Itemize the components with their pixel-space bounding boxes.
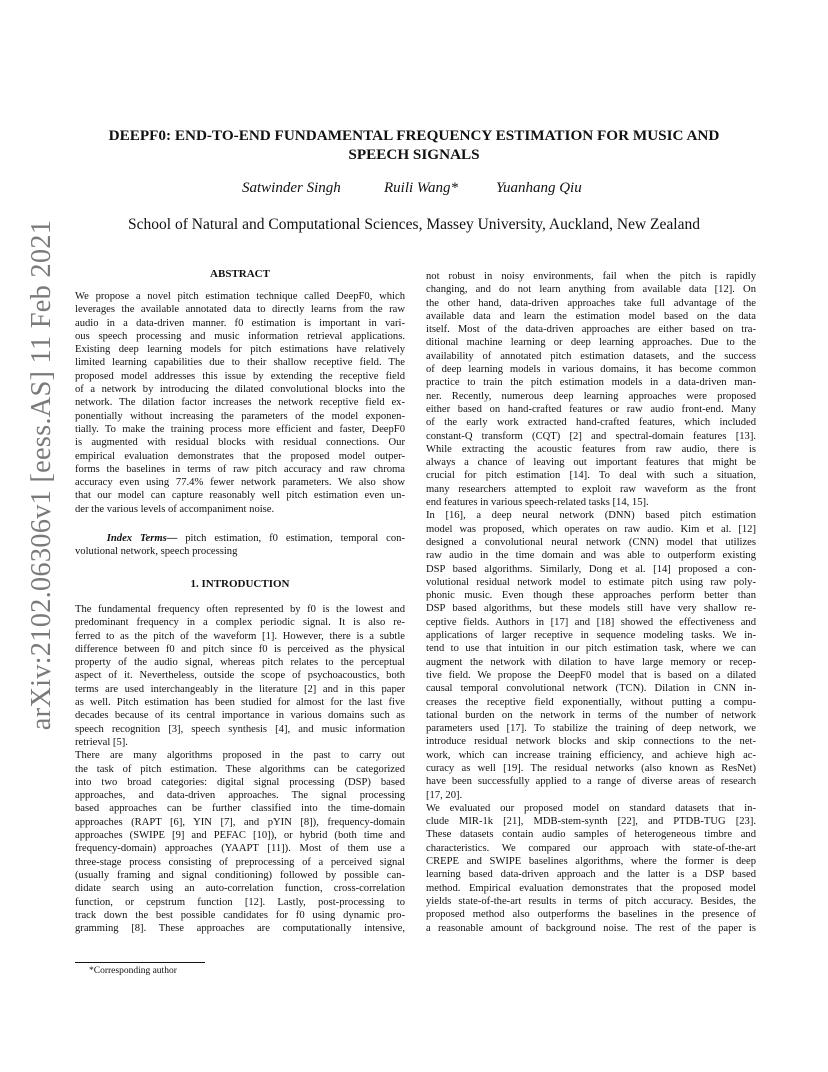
body-line: clude MIR-1k [21], MDB-stem-synth [22], and PTDB-TUG [23]. [426, 816, 756, 828]
body-line: itself. Most of the data-driven approaches are either based on tra- [426, 324, 756, 336]
body-line: tive field. We propose the DeepF0 model that is based on a dilated [426, 669, 756, 681]
intro-line: property of the audio signal, whereas pitch relates to the perceptual [75, 657, 405, 669]
index-terms-line: volutional network, speech processing [75, 546, 238, 558]
body-line: curacy as well [19]. The residual networks (also known as ResNet) [426, 762, 756, 774]
intro-line: didate search using an auto-correlation function, cross-correlation [75, 883, 405, 895]
right-column-body [426, 270, 756, 935]
body-line: causal temporal convolutional network (TCN). Dilation in CNN in- [426, 683, 756, 695]
body-line: end features in various speech-related tasks [14, 15]. [426, 497, 649, 509]
abstract-line: leverages the available annotated data to directly learns from the raw [75, 304, 405, 316]
body-line: constant-Q transform (CQT) [2] and spectral-domain features [13]. [426, 430, 756, 442]
body-line: tend to use that intuition in our pitch estimation task, where we can [426, 643, 756, 655]
index-terms-label: Index Terms— [106, 533, 178, 544]
body-line: volutional residual network model to estimate pitch using raw poly- [426, 576, 756, 588]
body-line: ceptive fields. Authors in [17] and [18] showed the effectiveness and [426, 616, 756, 628]
body-line: changing, and do not learn anything from available data [12]. On [426, 284, 756, 296]
abstract-line: accuracy even using 77.4% fewer network parameters. We also show [75, 477, 405, 489]
body-line: parameters used [17]. To stabilize the training of deep network, we [426, 723, 756, 735]
intro-line: decades because of its central importance in various domains such as [75, 710, 405, 722]
abstract-line: forms the baselines in terms of raw pitch accuracy and raw chroma [75, 463, 405, 475]
body-line: ditional machine learning or deep learning approaches. Due to the [426, 337, 756, 349]
intro-line: predominant frequency in a complex periodic signal. It is also re- [75, 617, 405, 629]
body-line: ner. Recently, numerous deep learning approaches were proposed [426, 390, 756, 402]
abstract-line: proposed model addresses this issue by extending the receptive field [75, 370, 405, 382]
intro-line: the task of pitch estimation. These algorithms can be categorized [75, 763, 405, 775]
paper-title [70, 126, 758, 164]
paper-title-line-1: DEEPF0: END-TO-END FUNDAMENTAL FREQUENCY ESTIMATION FOR MUSIC AND [108, 127, 720, 144]
intro-line: into two broad categories: digital signal processing (DSP) based [75, 776, 405, 788]
abstract-line: ponentially without increasing the parameters of the model exponen- [75, 410, 405, 422]
abstract-line: limited learning capabilities due to their shallow receptive field. The [75, 357, 405, 369]
intro-line: approaches (SWIPE [9] and PEFAC [10]), or hybrid (both time and [75, 830, 405, 842]
abstract-line: of a network by introducing the dilated convolutional blocks into the [75, 384, 405, 396]
intro-line: The fundamental frequency often represented by f0 is the lowest and [75, 604, 405, 615]
body-line: not robust in noisy environments, fail when the pitch is rapidly [426, 271, 756, 282]
body-line: applications of larger receptive in sequence modeling tasks. We in- [426, 630, 756, 642]
body-line: availability of annotated pitch estimation datasets, and the success [426, 350, 756, 362]
intro-line: function, or cepstrum function [12]. Lastly, post-processing to [75, 896, 405, 908]
body-line: CREPE and SWIPE baselines algorithms, where the former is deep [426, 856, 756, 868]
body-line: many researchers attempted to exploit raw waveform as the front [426, 483, 756, 495]
intro-line: retrieval [5]. [75, 736, 128, 748]
intro-line: aspect of it. Nevertheless, outside the scope of psychoacoustics, both [75, 670, 405, 682]
intro-line: approaches, and data-driven approaches. The signal processing [75, 790, 405, 802]
body-line: work, which can increase training efficiency, and achieve high ac- [426, 749, 756, 761]
intro-line: speech recognition [3], speech synthesis [4], and music information [75, 723, 405, 735]
footnote: *Corresponding author [89, 966, 177, 976]
intro-line: based approaches can be further classified into the time-domain [75, 803, 405, 815]
abstract-line: network. The dilation factor increases the network receptive field ex- [75, 397, 405, 409]
intro-line: terms are used interchangeably in the literature [2] and in this paper [75, 683, 405, 695]
arxiv-identifier: arXiv:2102.06306v1 [eess.AS] 11 Feb 2021 [26, 219, 57, 731]
body-line: tational burden on the network in terms of the number of network [426, 709, 756, 721]
body-line: available data and learn the estimation model based on the data [426, 310, 756, 322]
body-line: the other hand, data-driven approaches take full advantage of the [426, 297, 756, 309]
abstract-line: audio in a data-driven manner. f0 estimation is important in vari- [75, 317, 405, 329]
affiliation: School of Natural and Computational Sciences, Massey University, Auckland, New Zealand [128, 216, 700, 233]
body-line: creases the receptive field exponentially, without putting a compu- [426, 696, 756, 708]
body-line: raw audio in the time domain and was able to outperform existing [426, 550, 756, 562]
index-terms [75, 532, 405, 559]
body-line: practice to train the pitch estimation models in a data-driven man- [426, 377, 756, 389]
index-terms-line [75, 532, 405, 545]
author-name: Satwinder Singh [242, 180, 341, 196]
body-line: While extracting the acoustic features from raw audio, there is [426, 443, 756, 455]
body-line: always a chance of leaving out important features that might be [426, 457, 756, 469]
intro-line: as well. Pitch estimation has been studied for almost for the last five [75, 697, 405, 709]
body-line: These datasets contain audio samples of heterogeneous timbre and [426, 829, 756, 841]
abstract-line: tially. To make the training process more efficient and faster, DeepF0 [75, 423, 405, 435]
abstract-line: We propose a novel pitch estimation technique called DeepF0, which [75, 291, 405, 302]
abstract-line: ous speech processing and music information retrieval applications. [75, 330, 405, 342]
footnote-rule [75, 962, 205, 963]
body-line: In [16], a deep neural network (DNN) based pitch estimation [426, 510, 756, 522]
abstract-heading: ABSTRACT [210, 268, 270, 280]
body-line: method. Empirical evaluation demonstrates that the proposed model [426, 882, 756, 894]
abstract-line: empirical evaluation demonstrates that the proposed model outper- [75, 450, 405, 462]
intro-line: three-stage process consisting of preprocessing of a perceived signal [75, 856, 405, 868]
abstract-line: that our model can capture reasonably well pitch estimation even un- [75, 490, 405, 502]
abstract-line: is augmented with residual blocks with residual connections. Our [75, 437, 405, 449]
author-name: Ruili Wang* [384, 180, 459, 196]
body-line: introduce residual network blocks and skip connections to the net- [426, 736, 756, 748]
intro-line: difference between f0 and pitch since f0 is perceived as the physical [75, 643, 405, 655]
body-line: model was proposed, which operates on raw audio. Kim et al. [12] [426, 523, 756, 535]
body-line: of the early work extracted hand-crafted features, which included [426, 417, 756, 429]
intro-line: approaches (RAPT [6], YIN [7], and pYIN [8]), frequency-domain [75, 816, 405, 828]
introduction-body [75, 603, 405, 935]
body-line: of deep learning models in various domains, it has become common [426, 364, 756, 376]
index-terms-text: pitch estimation, f0 estimation, temporal con- [177, 533, 405, 544]
body-line: [17, 20]. [426, 789, 463, 801]
body-line: designed a convolutional neural network (CNN) model that utilizes [426, 536, 756, 548]
body-line: characteristics. We compared our approach with state-of-the-art [426, 842, 756, 854]
abstract-line: der the various levels of accompaniment noise. [75, 503, 275, 515]
body-line: a reasonable amount of background noise. The rest of the paper is [426, 922, 756, 934]
intro-line: There are many algorithms proposed in the past to carry out [75, 750, 405, 762]
intro-line: gramming [8]. These approaches are computationally intensive, [75, 923, 405, 935]
intro-line: (usually framing and signal conditioning) followed by possible can- [75, 869, 405, 881]
paper-title-line-2: SPEECH SIGNALS [348, 146, 480, 163]
body-line: yields state-of-the-art results in terms of pitch accuracy. Besides, the [426, 895, 756, 907]
introduction-heading: 1. INTRODUCTION [190, 578, 290, 590]
intro-line: track down the best possible candidates for f0 using dynamic pro- [75, 909, 405, 921]
body-line: either based on hand-crafted features or raw audio front-end. Many [426, 403, 756, 415]
body-line: DSP based algorithms, but these models still have very shallow re- [426, 603, 756, 615]
body-line: have been successfully applied to a range of diverse areas of research [426, 776, 756, 788]
body-line: DSP based algorithms. Similarly, Dong et al. [14] proposed a con- [426, 563, 756, 575]
body-line: We evaluated our proposed model on standard datasets that in- [426, 802, 756, 814]
author-list [0, 180, 828, 200]
body-line: augment the network with dilation to have large memory or recep- [426, 656, 756, 668]
abstract-body [75, 290, 405, 516]
body-line: learning based data-driven approach and the latter is a DSP based [426, 869, 756, 881]
abstract-line: Existing deep learning models for pitch estimations have relatively [75, 344, 405, 356]
intro-line: ferred to as the pitch of the waveform [1]. However, there is a subtle [75, 630, 405, 642]
intro-line: frequency-domain) approaches (YAAPT [11]). Most of them use a [75, 843, 405, 855]
body-line: crucial for pitch estimation [14]. To deal with such a situation, [426, 470, 756, 482]
body-line: phonic music. Even though these approaches perform better than [426, 590, 756, 602]
author-name: Yuanhang Qiu [496, 180, 582, 196]
body-line: proposed method also outperforms the baselines in the presence of [426, 909, 756, 921]
